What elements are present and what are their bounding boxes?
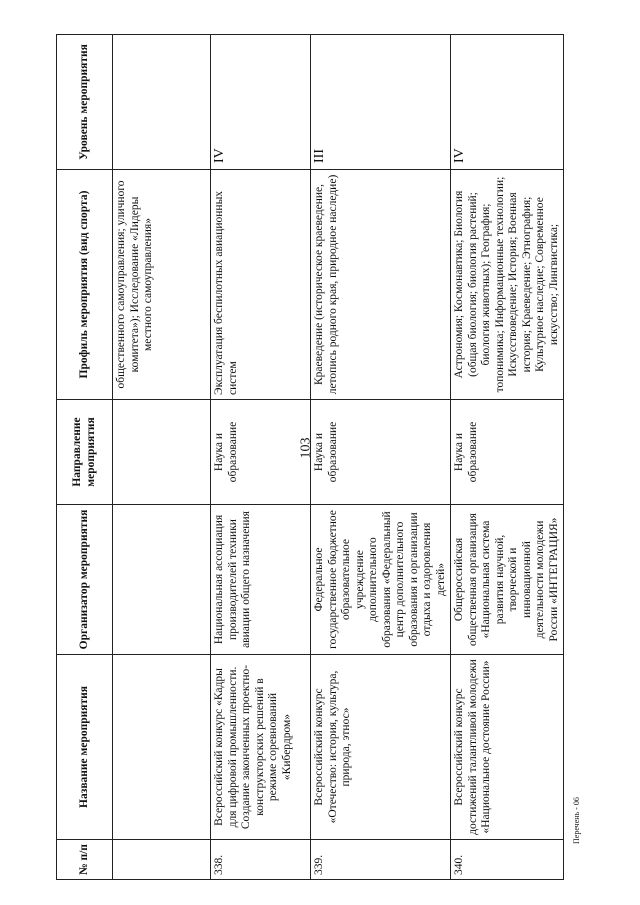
header-organizer: Организатор мероприятия xyxy=(57,505,113,655)
cell-name: Всероссийский конкурс достижений талантливой молодежи «Национальное достояние России» xyxy=(451,655,564,840)
cell-direction: Наука и образование xyxy=(451,400,564,505)
table-row xyxy=(113,35,211,880)
cell-level: IV xyxy=(451,35,564,170)
cell-profile: Эксплуатация беспилотных авиационных систем xyxy=(211,170,311,400)
cell-num: 339. xyxy=(311,840,451,880)
cell-profile: общественного самоуправления; уличного комитета»); Исследование «Лидеры местного самоуправления» xyxy=(113,170,211,400)
table-row xyxy=(211,35,311,880)
header-num: № п/п xyxy=(57,840,113,880)
cell-level: III xyxy=(311,35,451,170)
cell-profile: Астрономия; Космонавтика; Биология (общая биология; биология растений; биология животных); География; топонимика; Информационные технологии; Искусствоведение; История; Военная история; Краеведение; Этнография; Культурное наследие; Современное искусство; Лингвистика; xyxy=(451,170,564,400)
rotated-page-content xyxy=(56,35,560,880)
cell-num: 338. xyxy=(211,840,311,880)
cell-organizer: Федеральное государственное бюджетное образовательное учреждение дополнительного образования «Федеральный центр дополнительного образования и организации отдыха и оздоровления детей» xyxy=(311,505,451,655)
cell-direction: Наука и образование xyxy=(211,400,311,505)
events-table xyxy=(56,34,564,880)
header-direction: Направление мероприятия xyxy=(57,400,113,505)
footer-mark: Перечень - 06 xyxy=(572,797,581,844)
table-row xyxy=(311,35,451,880)
cell-profile: Краеведение (историческое краеведение, летопись родного края, природное наследие) xyxy=(311,170,451,400)
cell-name: Всероссийский конкурс «Кадры для цифровой промышленности. Создание законченных проектно-конструкторских решений в режиме соревнований «Кибердром» xyxy=(211,655,311,840)
cell-name xyxy=(113,655,211,840)
cell-organizer xyxy=(113,505,211,655)
cell-organizer: Общероссийская общественная организация «Национальная система развития научной, творческой и инновационной деятельности молодежи России «ИНТЕГРАЦИЯ» xyxy=(451,505,564,655)
cell-direction xyxy=(113,400,211,505)
cell-name: Всероссийский конкурс «Отечество: история, культура, природа, этнос» xyxy=(311,655,451,840)
cell-level xyxy=(113,35,211,170)
cell-level: IV xyxy=(211,35,311,170)
cell-direction: Наука и образование xyxy=(311,400,451,505)
header-level: Уровень мероприятия xyxy=(57,35,113,170)
cell-num: 340. xyxy=(451,840,564,880)
header-name: Название мероприятия xyxy=(57,655,113,840)
cell-num xyxy=(113,840,211,880)
table-row xyxy=(451,35,564,880)
header-profile: Профиль мероприятия (вид спорта) xyxy=(57,170,113,400)
cell-organizer: Национальная ассоциация производителей техники авиации общего назначения xyxy=(211,505,311,655)
page-number: 103 xyxy=(298,437,314,459)
table-header-row xyxy=(57,35,113,880)
